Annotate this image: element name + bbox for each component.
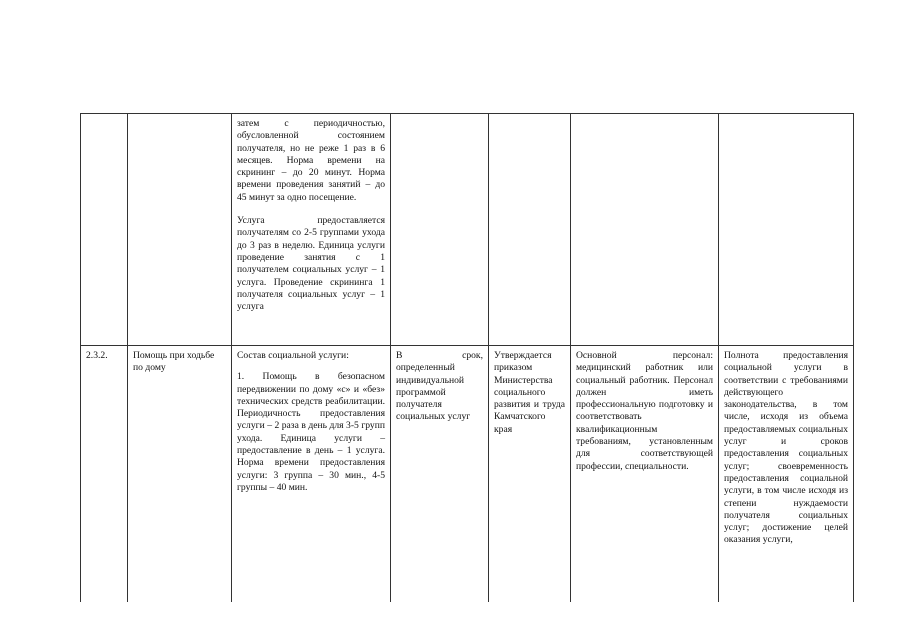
service-term: В срок, определенный индивидуальной программой получателя социальных услуг [396, 350, 483, 423]
table-row [81, 114, 854, 346]
cell-term [391, 114, 489, 346]
social-services-table [80, 113, 854, 602]
cell-staff [571, 114, 719, 346]
service-number: 2.3.2. [86, 350, 108, 361]
cell-number [81, 346, 128, 603]
cell-composition [232, 114, 391, 346]
service-staff: Основной персонал: медицинский работник или социальный работник. Персонал должен иметь профессиональную подготовку и соответствовать квалификационным требованиям, установленным для соответствующей профессии, специальности. [576, 350, 713, 472]
composition-title: Состав социальной услуги: [237, 350, 349, 361]
service-tariff: Утверждается приказом Министерства социального развития и труда Камчатского края [494, 350, 565, 435]
cell-tariff [489, 114, 571, 346]
cell-name [128, 346, 232, 603]
service-quality: Полнота предоставления социальной услуги в соответствии с требованиями действующего законодательства, в том числе, исходя из объема предоставляемых социальных услуг и сроков предоставления социальных услуг; своевременность предоставления социальной услуги, в том числе исходя из степени нуждаемости получателя социальных услуг; достижение целей оказания услуги, [724, 350, 848, 546]
service-name: Помощь при ходьбе по дому [133, 350, 215, 374]
cell-quality [719, 346, 854, 603]
cell-composition [232, 346, 391, 603]
composition-paragraph: затем с периодичностью, обусловленной состоянием получателя, но не реже 1 раз в 6 месяцев. Норма времени на скрининг – до 20 минут. Норма времени проведения занятий – до 45 минут за одно посещение. [237, 118, 385, 203]
cell-number [81, 114, 128, 346]
cell-tariff [489, 346, 571, 603]
cell-term [391, 346, 489, 603]
table-row [81, 346, 854, 603]
composition-paragraph: Услуга предоставляется получателям со 2-5 группами ухода до 3 раз в неделю. Единица услуги проведение занятия с 1 получателем социальных услуг – 1 услуга. Проведение скрининга 1 получателя социальных услуг – 1 услуга [237, 215, 385, 313]
cell-name [128, 114, 232, 346]
cell-quality [719, 114, 854, 346]
composition-paragraph: 1. Помощь в безопасном передвижении по дому «с» и «без» технических средств реабилитации. Периодичность предоставления услуги – 2 раза в день для 3-5 групп ухода. Единица услуги – предоставление в день – 1 услуга. Норма времени предоставления услуги: 3 группа – 30 мин., 4-5 группы – 40 мин. [237, 371, 385, 493]
cell-staff [571, 346, 719, 603]
